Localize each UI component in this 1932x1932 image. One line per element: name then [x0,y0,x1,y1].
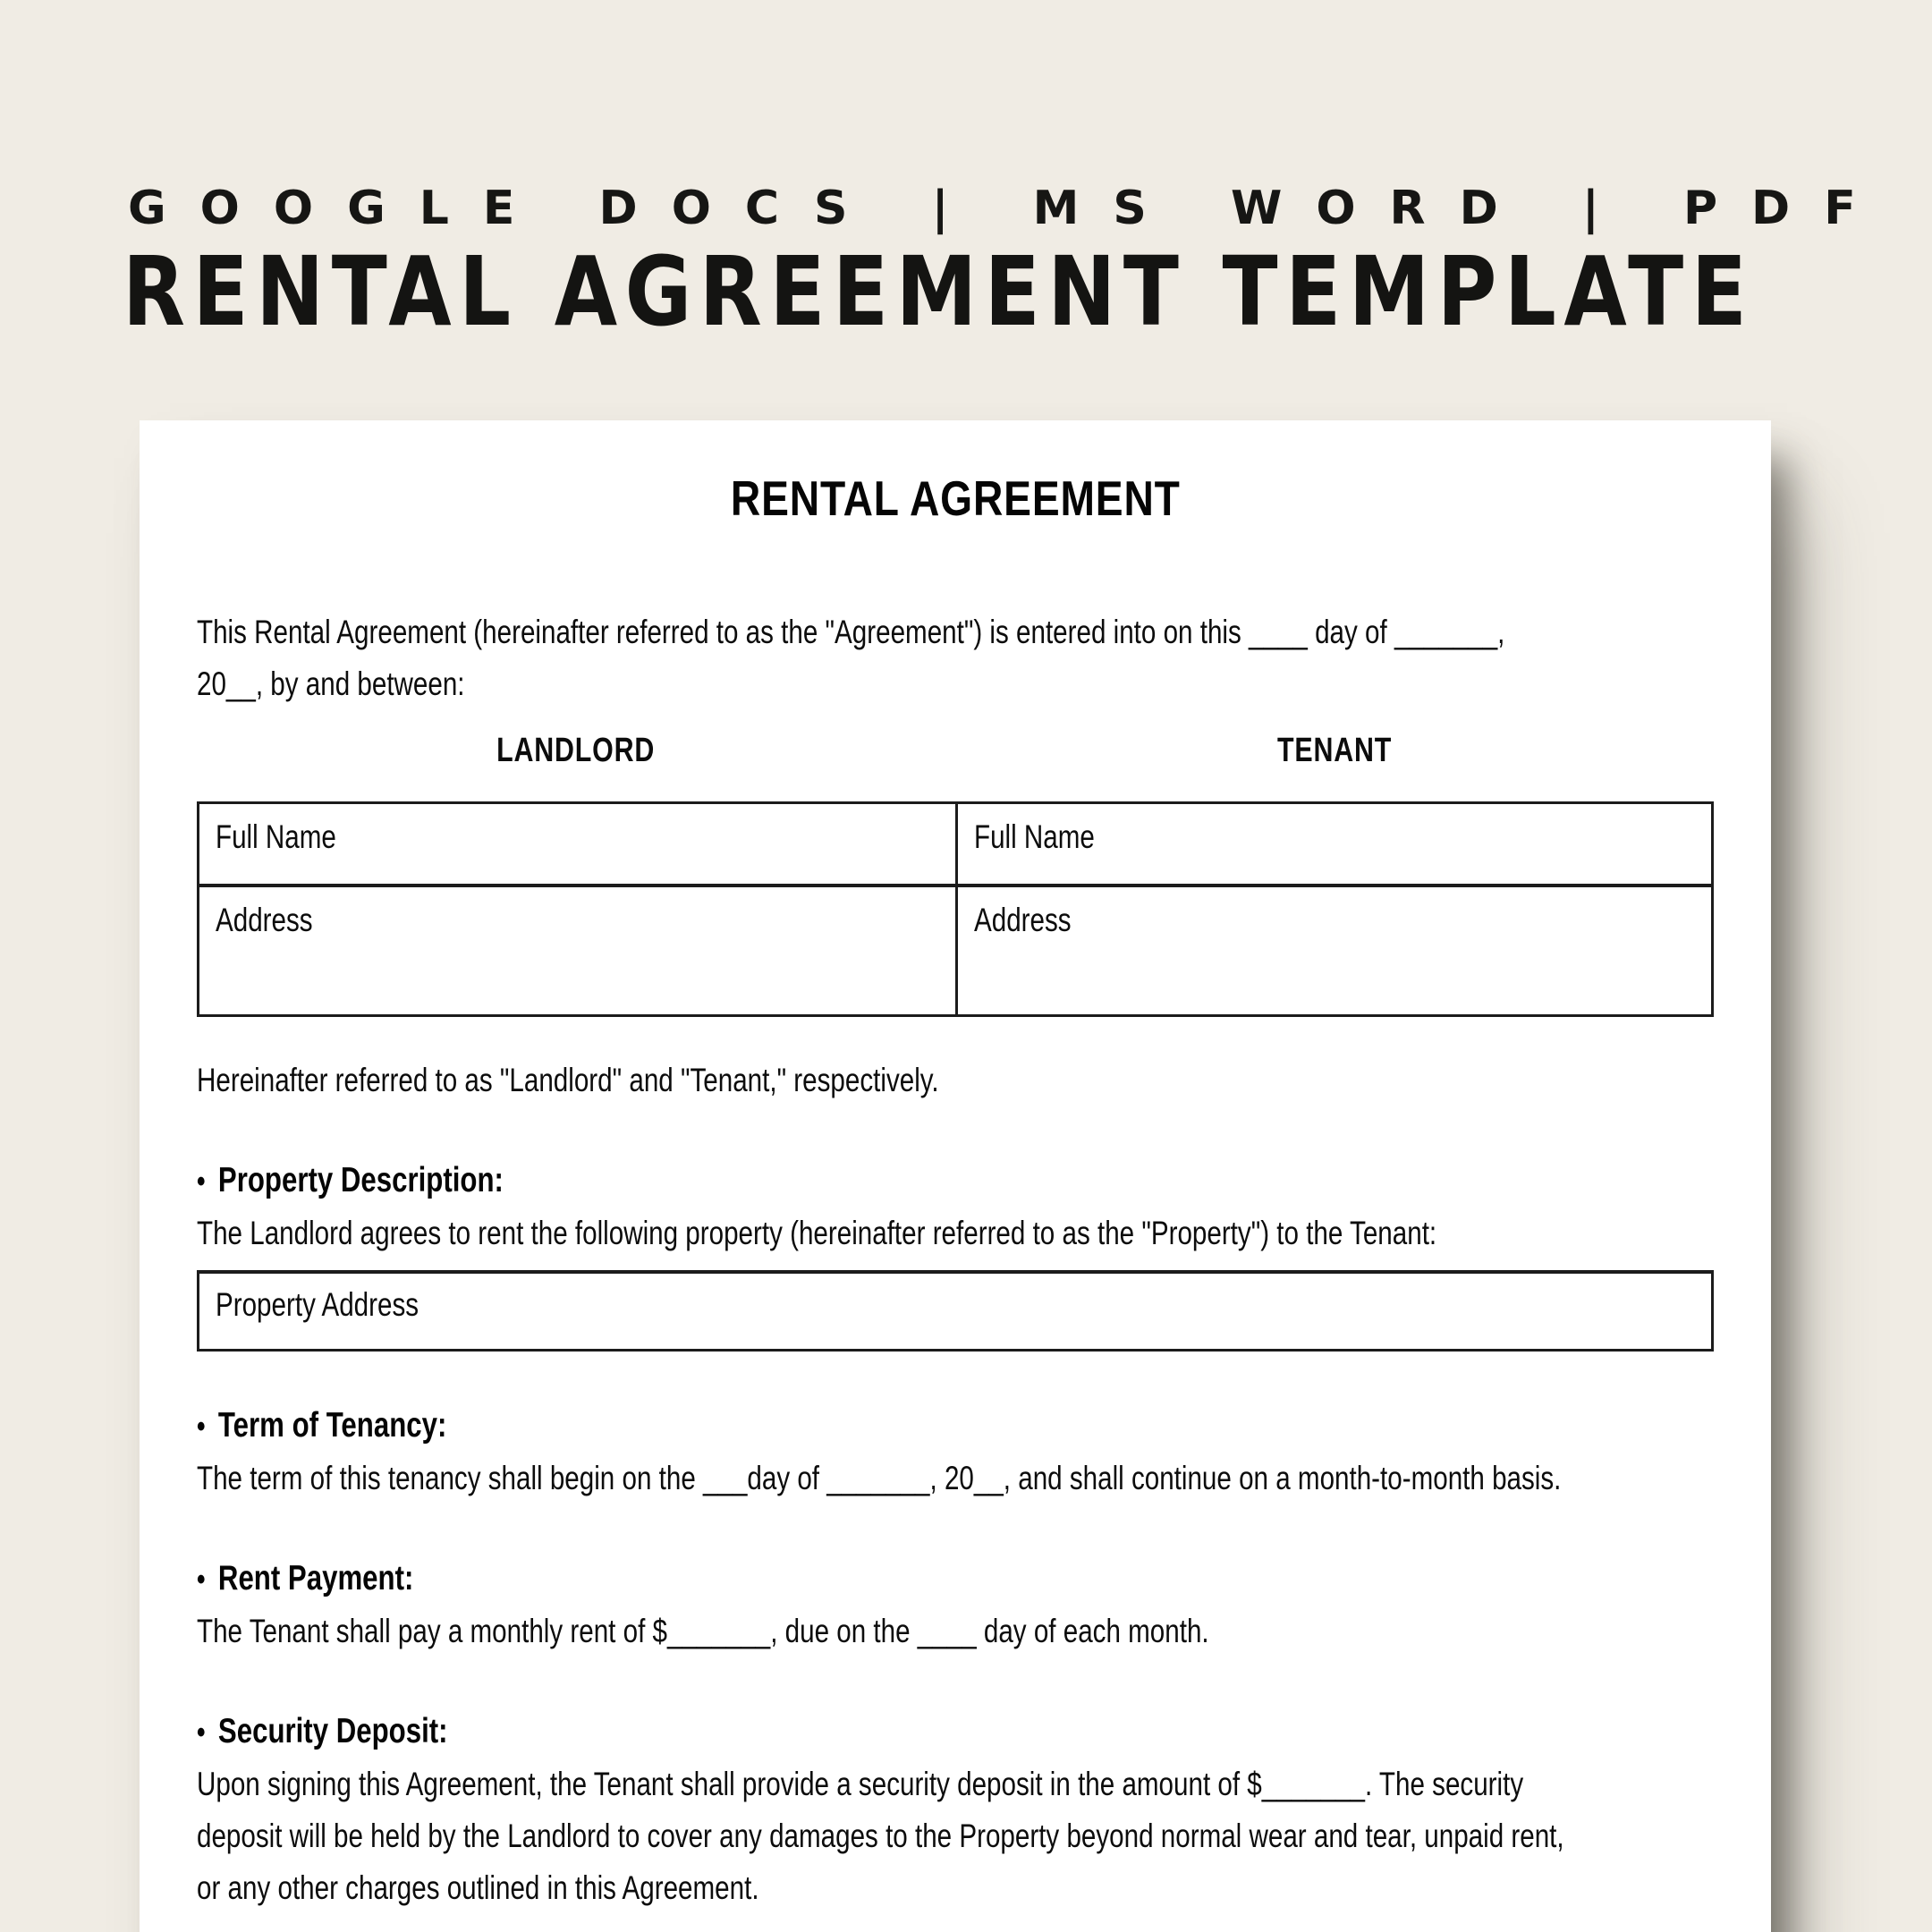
bullet-icon: • [197,1715,206,1750]
section-body-line: Upon signing this Agreement, the Tenant shall provide a security deposit in the amount of $_______. The security [197,1765,1524,1802]
parties-table [197,801,1714,1017]
file-formats-line: GOOGLE DOCS | MS WORD | PDF [128,182,1890,235]
intro-paragraph [197,606,1714,710]
bullet-icon: • [197,1409,206,1444]
tenant-address-cell: Address [955,887,1711,1014]
bullet-icon: • [197,1164,206,1199]
table-row-address [199,884,1711,1014]
section-rent-payment [197,1553,1714,1657]
section-body-line: or any other charges outlined in this Agreement. [197,1868,759,1906]
section-heading: • Property Description: [197,1160,504,1199]
promo-title: RENTAL AGREEMENT TEMPLATE [123,237,1755,348]
document-title-text: RENTAL AGREEMENT [730,470,1181,526]
section-heading: • Security Deposit: [197,1711,448,1750]
landlord-address-cell: Address [216,901,313,938]
section-body-line: The Tenant shall pay a monthly rent of $_______, due on the ____ day of each month. [197,1612,1209,1649]
section-security-deposit [197,1706,1714,1914]
intro-line: This Rental Agreement (hereinafter referred to as the "Agreement") is entered into on this ____ day of _______, [197,613,1505,650]
document-page [140,420,1771,1932]
section-term-of-tenancy [197,1400,1714,1504]
section-body-line: The Landlord agrees to rent the following property (hereinafter referred to as the "Property") to the Tenant: [197,1214,1437,1251]
intro-line: 20__, by and between: [197,665,465,702]
landlord-full-name-cell: Full Name [216,818,336,855]
section-body-line: deposit will be held by the Landlord to cover any damages to the Property beyond normal wear and tear, unpaid rent, [197,1817,1564,1854]
tenant-label: TENANT [1276,731,1393,769]
section-heading: • Term of Tenancy: [197,1405,447,1445]
bullet-icon: • [197,1562,206,1597]
table-row-full-name [199,804,1711,884]
section-property-description [197,1155,1714,1352]
section-body-line: The term of this tenancy shall begin on the ___day of _______, 20__, and shall continue on a month-to-month basis. [197,1459,1562,1496]
document-title [197,467,1714,531]
parties-labels-row [197,724,1714,776]
hereinafter-line: Hereinafter referred to as "Landlord" and "Tenant," respectively. [197,1061,939,1098]
section-heading: • Rent Payment: [197,1558,414,1597]
landlord-label: LANDLORD [496,731,656,769]
tenant-full-name-cell: Full Name [955,804,1711,884]
property-address-box: Property Address [197,1270,1714,1352]
